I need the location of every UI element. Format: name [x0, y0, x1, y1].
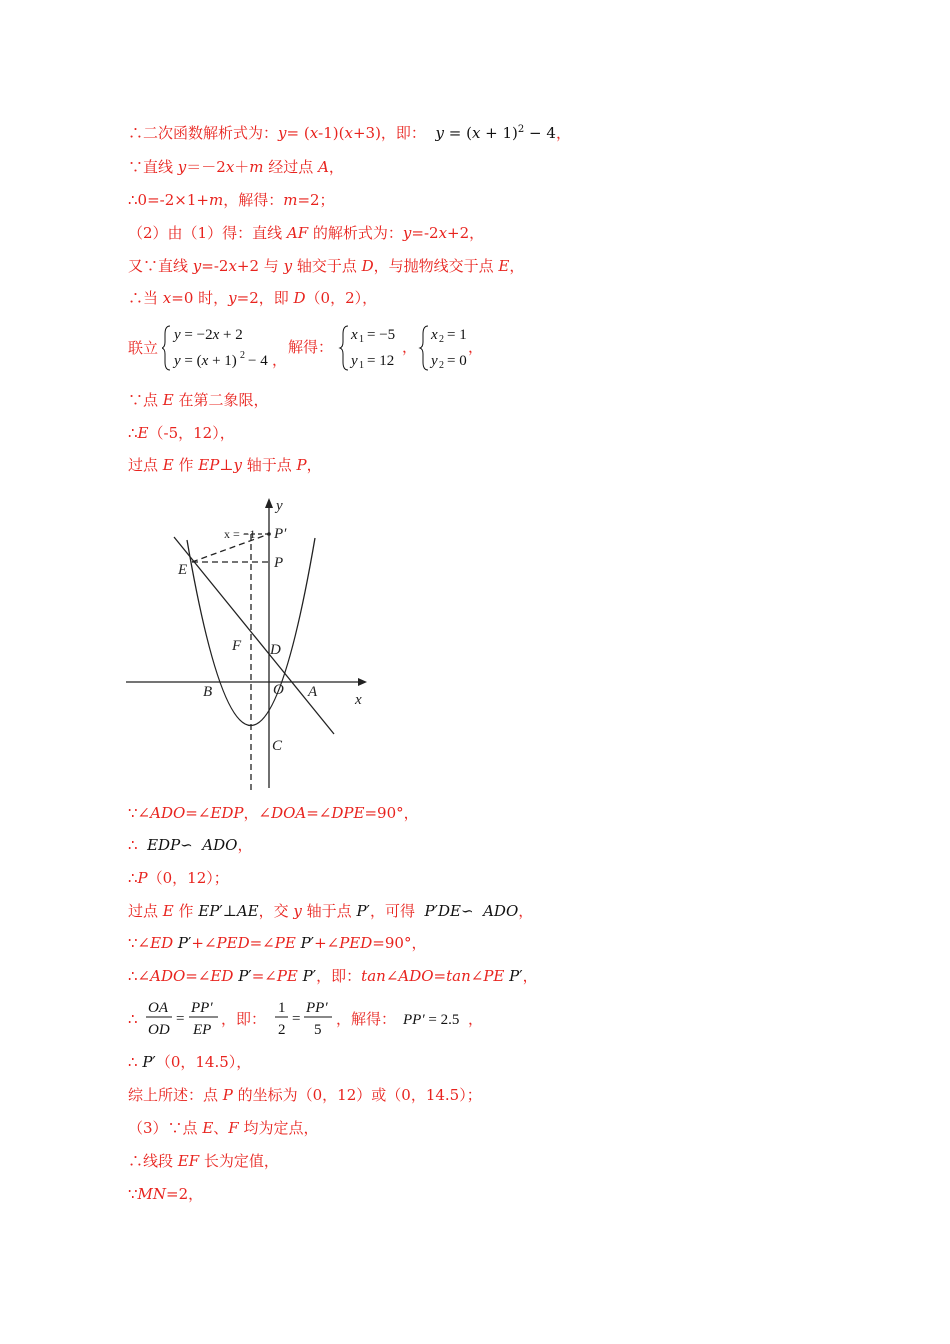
line-14: 过点 E 作 EP′⊥AE，交 y 轴于点 P′，可得 P′DE∽ ADO，: [128, 902, 534, 920]
system-equations: [162, 322, 582, 374]
line-3: ∴0=-2×1+m，解得：m=2；: [128, 191, 335, 209]
svg-text:OD: OD: [148, 1022, 170, 1038]
label-C: C: [272, 738, 283, 754]
svg-text:x: x: [431, 327, 438, 343]
svg-text:，: ，: [402, 340, 418, 356]
line-6: ∴当 x=0 时，y=2，即 D（0，2），: [128, 289, 378, 307]
svg-text:=: =: [176, 1011, 185, 1027]
label-xeq: x = −1: [224, 527, 256, 541]
svg-text:2: 2: [439, 360, 444, 371]
label-E: E: [178, 562, 188, 578]
svg-text:= −5: = −5: [367, 327, 396, 343]
line-9: ∴E（-5，12），: [128, 424, 235, 442]
svg-text:y = −2x + 2: y = −2x + 2: [174, 327, 243, 343]
label-A: A: [308, 684, 318, 700]
line-22: ∵MN=2，: [128, 1185, 204, 1203]
svg-text:，: ，: [468, 340, 484, 356]
label-B: B: [203, 684, 213, 700]
svg-text:= 1: = 1: [447, 327, 467, 343]
line-13: ∴P（0，12）；: [128, 869, 229, 887]
svg-text:− 4: − 4: [248, 353, 268, 369]
line-1: ∴二次函数解析式为：y= (x-1)(x+3)，即： $y = (x + 1)^2 - 4$，: [128, 124, 571, 142]
label-O: O: [273, 682, 284, 698]
line-8: ∵点 E 在第二象限，: [128, 391, 269, 409]
svg-text:，解得：: ，解得：: [336, 1010, 397, 1028]
svg-text:2: 2: [439, 334, 444, 345]
svg-text:，: ，: [272, 353, 288, 369]
svg-text:，: ，: [468, 1012, 484, 1028]
geometry-figure: [124, 492, 374, 792]
svg-text:y = (x + 1): y = (x + 1): [174, 353, 237, 369]
svg-text:1: 1: [359, 334, 364, 345]
line-16: ∴∠ADO=∠ED P′=∠PE P′，即：tan∠ADO=tan∠PE P′，: [128, 967, 538, 985]
svg-text:2: 2: [278, 1022, 286, 1038]
line-18: ∴ P′（0，14.5），: [128, 1053, 252, 1071]
label-y: y: [276, 498, 283, 514]
svg-text:OA: OA: [148, 1000, 168, 1016]
svg-text:PP′: PP′: [191, 1000, 213, 1016]
svg-text:解得：: 解得：: [288, 338, 334, 356]
label-x: x: [355, 692, 362, 708]
line-15: ∵∠ED P′+∠PED=∠PE P′+∠PED=90°，: [128, 934, 427, 952]
svg-text:x: x: [351, 327, 358, 343]
svg-text:= 0: = 0: [447, 353, 467, 369]
svg-text:∴: ∴: [128, 1012, 138, 1028]
label-F: F: [232, 638, 242, 654]
label-Pprime: P′: [274, 526, 287, 542]
label-D: D: [270, 642, 281, 658]
svg-text:，即：: ，即：: [221, 1010, 267, 1028]
line-11: ∵∠ADO=∠EDP，∠DOA=∠DPE=90°，: [128, 804, 419, 822]
label-P: P: [274, 555, 284, 571]
line-20: （3）∵点 E、F 均为定点，: [128, 1119, 319, 1137]
svg-text:1: 1: [278, 1000, 286, 1016]
line-5: 又∵直线 y=-2x+2 与 y 轴交于点 D，与抛物线交于点 E，: [128, 257, 525, 275]
svg-text:y: y: [351, 353, 358, 369]
svg-text:=: =: [292, 1011, 301, 1027]
svg-text:EP: EP: [193, 1022, 212, 1038]
svg-text:2: 2: [240, 350, 245, 361]
line-19: 综上所述：点 P 的坐标为（0，12）或（0，14.5）；: [128, 1086, 482, 1104]
svg-text:PP′: PP′: [306, 1000, 328, 1016]
line-12: ∴ EDP∽ ADO，: [128, 836, 253, 854]
svg-text:= 12: = 12: [367, 353, 395, 369]
svg-text:5: 5: [314, 1022, 322, 1038]
line-4: （2）由（1）得：直线 AF 的解析式为：y=-2x+2，: [128, 224, 485, 242]
line-21: ∴线段 EF 长为定值，: [128, 1152, 279, 1170]
svg-text:y: y: [431, 353, 438, 369]
svg-text:PP′ = 2.5: PP′ = 2.5: [403, 1012, 460, 1028]
line-2: ∵直线 y＝－2x＋m 经过点 A，: [128, 158, 344, 176]
svg-text:1: 1: [359, 360, 364, 371]
line-10: 过点 E 作 EP⊥y 轴于点 P，: [128, 456, 322, 474]
